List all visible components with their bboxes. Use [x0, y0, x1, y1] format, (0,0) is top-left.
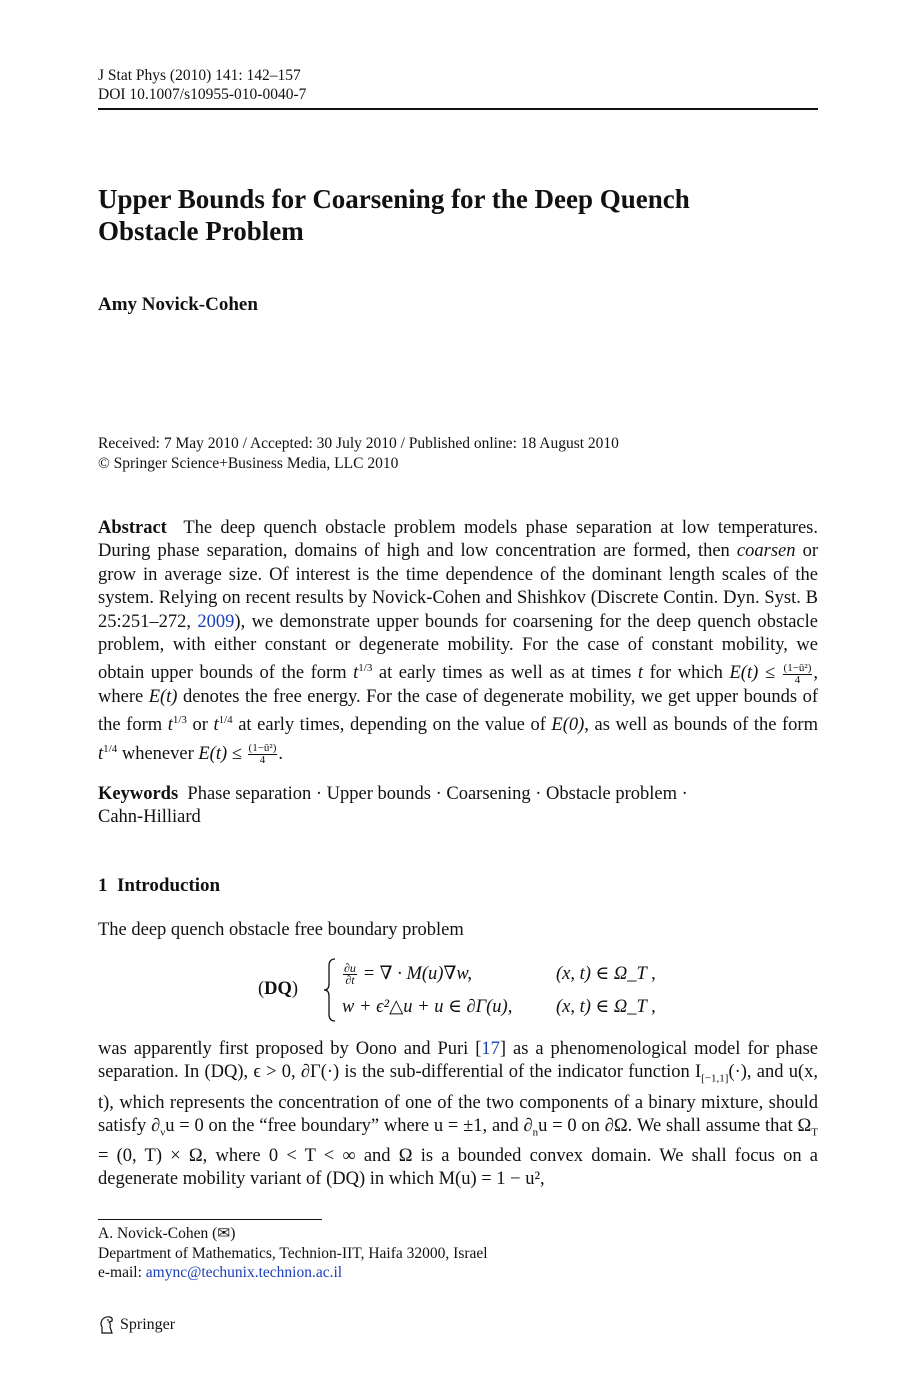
footnote [98, 1224, 488, 1283]
math-t: t [98, 744, 104, 765]
frac-den: 4 [794, 673, 801, 686]
math-energy: E(t) ≤ [198, 744, 247, 765]
equation-brace [323, 958, 337, 1022]
frac-den: ∂t [345, 973, 355, 988]
paper-title [98, 183, 798, 247]
math-t: t [167, 715, 173, 736]
author-name: Amy Novick-Cohen [98, 294, 258, 315]
math-exp: 1/4 [218, 714, 233, 727]
section-title: Introduction [117, 875, 221, 896]
abstract-text: or [186, 715, 214, 736]
math-t: t [637, 663, 644, 684]
energy-fraction [783, 663, 813, 686]
equation-line-1 [342, 963, 472, 986]
springer-knight-icon [98, 1315, 116, 1335]
energy-fraction [248, 743, 278, 766]
citation-link-2009[interactable]: 2009 [197, 611, 235, 632]
frac-num: (1−ū²) [248, 742, 277, 755]
abstract-text: . [278, 744, 283, 765]
intro-text: The deep quench obstacle free boundary problem [98, 920, 464, 940]
abstract-label: Abstract [98, 518, 167, 538]
equation-label: (DQ) [258, 979, 299, 999]
publisher-name: Springer [120, 1316, 176, 1333]
coarsen-term: coarsen [736, 541, 796, 562]
abstract-text: at early times, depending on the value of [232, 715, 552, 736]
math-subscript: ν [160, 1126, 166, 1139]
footnote-rule [98, 1219, 322, 1220]
keywords-list: Cahn-Hilliard [98, 807, 201, 828]
footnote-email-line [98, 1263, 488, 1283]
copyright-line: © Springer Science+Business Media, LLC 2010 [98, 454, 399, 472]
keywords [98, 783, 818, 830]
frac-den: 4 [259, 754, 266, 767]
abstract-text: whenever [117, 744, 199, 765]
du-dt-fraction [343, 963, 357, 986]
paragraph-text: was apparently first proposed by Oono and Puri [ [98, 1039, 482, 1059]
journal-citation: J Stat Phys (2010) 141: 142–157 [98, 67, 301, 84]
math-subscript: [−1,1] [701, 1073, 729, 1086]
paragraph-text: ] as a phenomenological model for phase separation. In (DQ), ϵ > 0, ∂Γ(·) is the sub-differential of the indicator function I [98, 1039, 818, 1083]
reference-link-17[interactable]: 17 [481, 1039, 500, 1059]
math-t: t [213, 715, 219, 736]
paragraph-text: u = 0 on ∂Ω. We shall assume that Ω [538, 1115, 812, 1136]
math-energy: E(0) [551, 715, 585, 736]
abstract-text: The deep quench obstacle problem models phase separation at low temperatures. During phase separation, domains of high and low concentration are formed, then [98, 518, 819, 562]
publication-dates [98, 434, 619, 473]
publisher-logo [98, 1315, 175, 1335]
email-label: e-mail: [98, 1264, 146, 1281]
math-t: t [353, 663, 359, 684]
equation-label-text: DQ [264, 979, 292, 999]
abstract-text: ), we demonstrate upper bounds for coarsening for the deep quench obstacle problem, with either constant or degenerate mobility. For the case of constant mobility, we obtain upper bounds of the form [98, 611, 818, 684]
intro-paragraph [98, 1038, 818, 1192]
doi: DOI 10.1007/s10955-010-0040-7 [98, 86, 307, 103]
math-exp: 1/4 [103, 742, 118, 755]
paragraph-text: u = 0 on the “free boundary” where u = ±1, and ∂ [165, 1115, 533, 1136]
math-energy: E(t) [148, 687, 178, 707]
math-energy: E(t) ≤ [729, 663, 782, 684]
paragraph-text: = (0, T) × Ω, where 0 < T < ∞ and Ω is a bounded convex domain. We shall focus on a degenerate mobility variant of (DQ) in which M(u) = 1 − u², [98, 1146, 818, 1190]
abstract-text: or grow in average size. Of interest is the time dependence of the dominant length scales of the system. Relying on recent results by Novick-Cohen and Shishkov (Discrete Contin. Dyn. Syst. B 25:251–272, [98, 541, 818, 632]
keywords-list: Phase separation · Upper bounds · Coarsening · Obstacle problem · [187, 784, 688, 804]
paragraph-text: (·), and u(x, t), which represents the concentration of one of the two components of a binary mixture, should satisfy ∂ [98, 1062, 819, 1136]
title-line-2: Obstacle Problem [98, 216, 304, 246]
math-exp: 1/3 [358, 662, 373, 675]
journal-header [98, 66, 306, 104]
equation-condition-2: (x, t) ∈ Ω_T , [556, 997, 656, 1017]
frac-num: (1−ū²) [783, 661, 812, 674]
abstract-text: , as well as bounds of the form [584, 715, 818, 736]
equation-line-1-text: = ∇ · M(u)∇w, [362, 964, 472, 984]
abstract-text: denotes the free energy. For the case of degenerate mobility, we get upper bounds of the form [98, 687, 818, 736]
section-heading [98, 875, 220, 897]
footnote-affiliation: Department of Mathematics, Technion-IIT, Haifa 32000, Israel [98, 1244, 488, 1262]
section-number: 1 [98, 875, 108, 896]
header-rule [98, 108, 818, 110]
title-line-1: Upper Bounds for Coarsening for the Deep Quench [98, 184, 690, 214]
equation-condition-1: (x, t) ∈ Ω_T , [556, 964, 656, 984]
abstract-text: for which [643, 663, 730, 684]
equation-line-2: w + ϵ²△u + u ∈ ∂Γ(u), [342, 997, 513, 1017]
math-subscript: T [811, 1126, 818, 1139]
math-subscript: n [532, 1126, 539, 1139]
footnote-author: A. Novick-Cohen (✉) [98, 1225, 236, 1242]
abstract [98, 517, 818, 767]
keywords-label: Keywords [98, 784, 179, 804]
email-link[interactable]: amync@techunix.technion.ac.il [145, 1264, 343, 1281]
math-exp: 1/3 [172, 714, 187, 727]
abstract-text: , where [98, 663, 818, 707]
frac-num: ∂u [344, 961, 356, 976]
abstract-text: at early times as well as at times [372, 663, 638, 684]
received-line: Received: 7 May 2010 / Accepted: 30 July 2010 / Published online: 18 August 2010 [98, 435, 619, 452]
